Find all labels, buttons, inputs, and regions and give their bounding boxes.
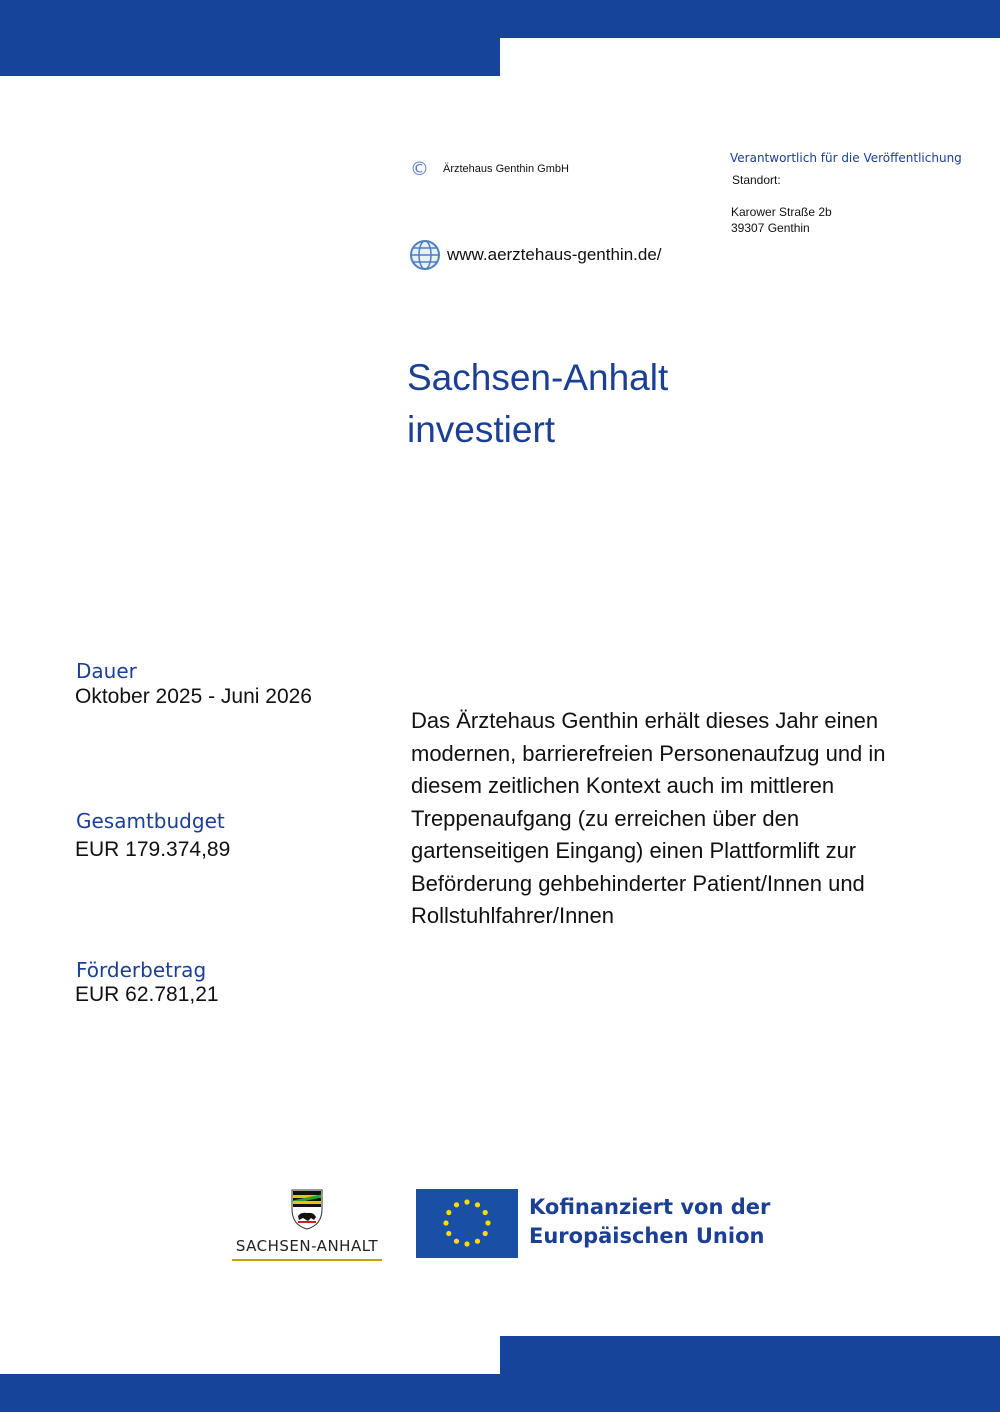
eu-text-line-2: Europäischen Union — [529, 1224, 765, 1248]
fact-label: Gesamtbudget — [76, 809, 225, 833]
eu-flag-icon — [416, 1189, 518, 1258]
copyright-icon: © — [410, 158, 429, 180]
top-band-left — [0, 0, 500, 76]
fact-value: Oktober 2025 - Juni 2026 — [75, 685, 312, 708]
address-street: Karower Straße 2b — [731, 205, 832, 219]
copyright-block — [410, 158, 569, 180]
fact-value: EUR 179.374,89 — [75, 838, 231, 861]
website-link[interactable]: www.aerztehaus-genthin.de/ — [447, 245, 662, 264]
wordmark-underline — [232, 1259, 382, 1261]
page-title — [407, 352, 668, 456]
fact-duration — [76, 659, 312, 709]
bottom-band-right — [500, 1336, 1000, 1412]
fact-label: Förderbetrag — [76, 958, 207, 982]
fact-label: Dauer — [76, 659, 137, 683]
website-block — [409, 239, 662, 271]
title-line-2: investiert — [407, 409, 556, 450]
bottom-band-strip — [0, 1374, 500, 1412]
top-band-strip — [500, 0, 1000, 38]
fact-value: EUR 62.781,21 — [75, 983, 219, 1006]
location-label: Standort: — [732, 173, 781, 187]
fact-funding-amount — [76, 958, 219, 1007]
globe-icon — [409, 239, 441, 271]
project-description: Das Ärztehaus Genthin erhält dieses Jahr einen modernen, barrierefreien Personenaufzug und in diesem zeitlichen Kontext auch im mittleren Treppenaufgang (zu erreichen über den gartenseitigen Eingang) einen Plattformlift zur Beförderung gehbehinderter Patient/Innen und Rollstuhlfahrer/Innen — [411, 708, 886, 928]
address-city: 39307 Genthin — [731, 221, 810, 235]
company-name: Ärztehaus Genthin GmbH — [443, 163, 569, 175]
eu-text-line-1: Kofinanziert von der — [529, 1195, 771, 1219]
eu-cofunding-text — [529, 1193, 770, 1251]
coat-of-arms-icon — [289, 1187, 325, 1231]
fact-total-budget — [76, 809, 230, 862]
sachsen-anhalt-logo — [232, 1187, 382, 1261]
sachsen-anhalt-wordmark: SACHSEN-ANHALT — [235, 1237, 379, 1255]
responsible-label: Verantwortlich für die Veröffentlichung — [730, 151, 962, 165]
title-line-1: Sachsen-Anhalt — [407, 357, 669, 398]
